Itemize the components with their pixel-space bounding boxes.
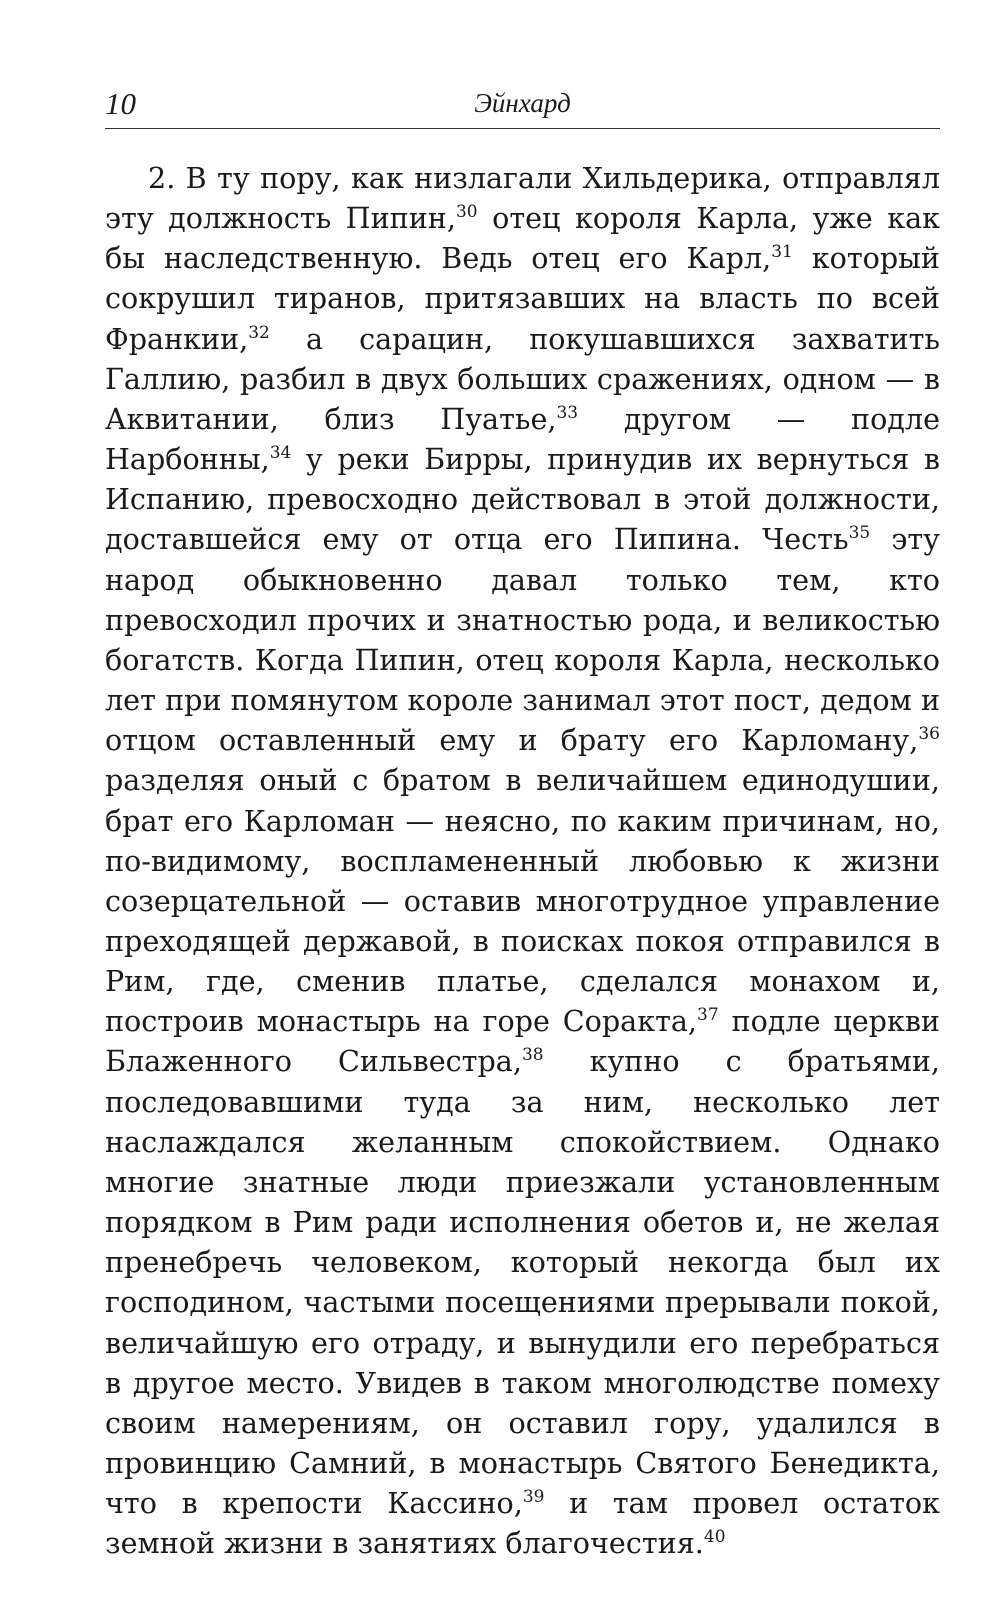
text-run: эту народ обыкновенно давал только тем, кто превосходил прочих и знатностью рода, и великостью богатств. Когда Пипин, отец короля Карла, несколько лет при помянутом короле занимал этот пост, дедом и отцом оставленный ему и брату его Карломану, — [105, 522, 940, 758]
page-number: 10 — [105, 86, 136, 121]
text-run: купно с братьями, последовавшими туда за ним, несколько лет наслаждался желанным спокойствием. Однако многие знатные люди приезжали установленным порядком в Рим ради исполнения обетов и, не желая пренебречь человеком, который некогда был их господином, частыми посещениями прерывали покой, величайшую его отраду, и вынудили его перебраться в другое место. Увидев в таком многолюдстве помеху своим намерениям, он оставил гору, удалился в провинцию Самний, в монастырь Святого Бенедикта, что в крепости Кассино, — [105, 1044, 940, 1521]
text-run: разделяя оный с братом в величайшем единодушии, брат его Карломан — неясно, по каким причинам, но, по-видимому, воспламененный любовью к жизни созерцательной — оставив многотрудное управление преходящей державой, в поисках покоя отправился в Рим, где, сменив платье, сделался монахом и, построив монастырь на горе Соракта, — [105, 763, 940, 1039]
text-run: и там провел остаток земной жизни в занятиях благочестия. — [105, 1486, 940, 1561]
footnote-ref: 36 — [918, 724, 940, 745]
footnote-ref: 31 — [771, 242, 793, 263]
footnote-ref: 30 — [455, 202, 478, 223]
footnote-ref: 37 — [697, 1005, 719, 1026]
footnote-ref: 39 — [522, 1487, 545, 1508]
running-head — [105, 84, 940, 129]
text-run: отец короля Карла, уже как бы наследственную. Ведь отец его Карл, — [105, 201, 940, 276]
text-run: другом — подле Нарбонны, — [105, 401, 940, 477]
footnote-ref: 40 — [703, 1527, 726, 1548]
footnote-ref: 35 — [848, 523, 871, 544]
footnote-ref: 34 — [269, 443, 292, 464]
text-run: 2. В ту пору, как низлагали Хильдерика, отправлял эту должность Пипин, — [105, 161, 940, 236]
text-run: у реки Бирры, принудив их вернуться в Испанию, превосходно действовал в этой должности, доставшейся ему от отца его Пипина. Честь — [105, 442, 940, 557]
text-run: а сарацин, покушавшихся захватить Галлию, разбил в двух больших сражениях, одном — в Аквитании, близ Пуатье, — [105, 321, 940, 436]
text-run: который сокрушил тиранов, притязавших на власть по всей Франкии, — [105, 241, 940, 356]
footnote-ref: 38 — [521, 1045, 544, 1066]
footnote-ref: 33 — [556, 402, 579, 423]
running-title: Эйнхард — [474, 88, 571, 118]
footnote-ref: 32 — [248, 322, 270, 343]
text-run: подле церкви Блаженного Сильвестра, — [105, 1004, 940, 1079]
body-paragraph — [105, 158, 940, 1563]
